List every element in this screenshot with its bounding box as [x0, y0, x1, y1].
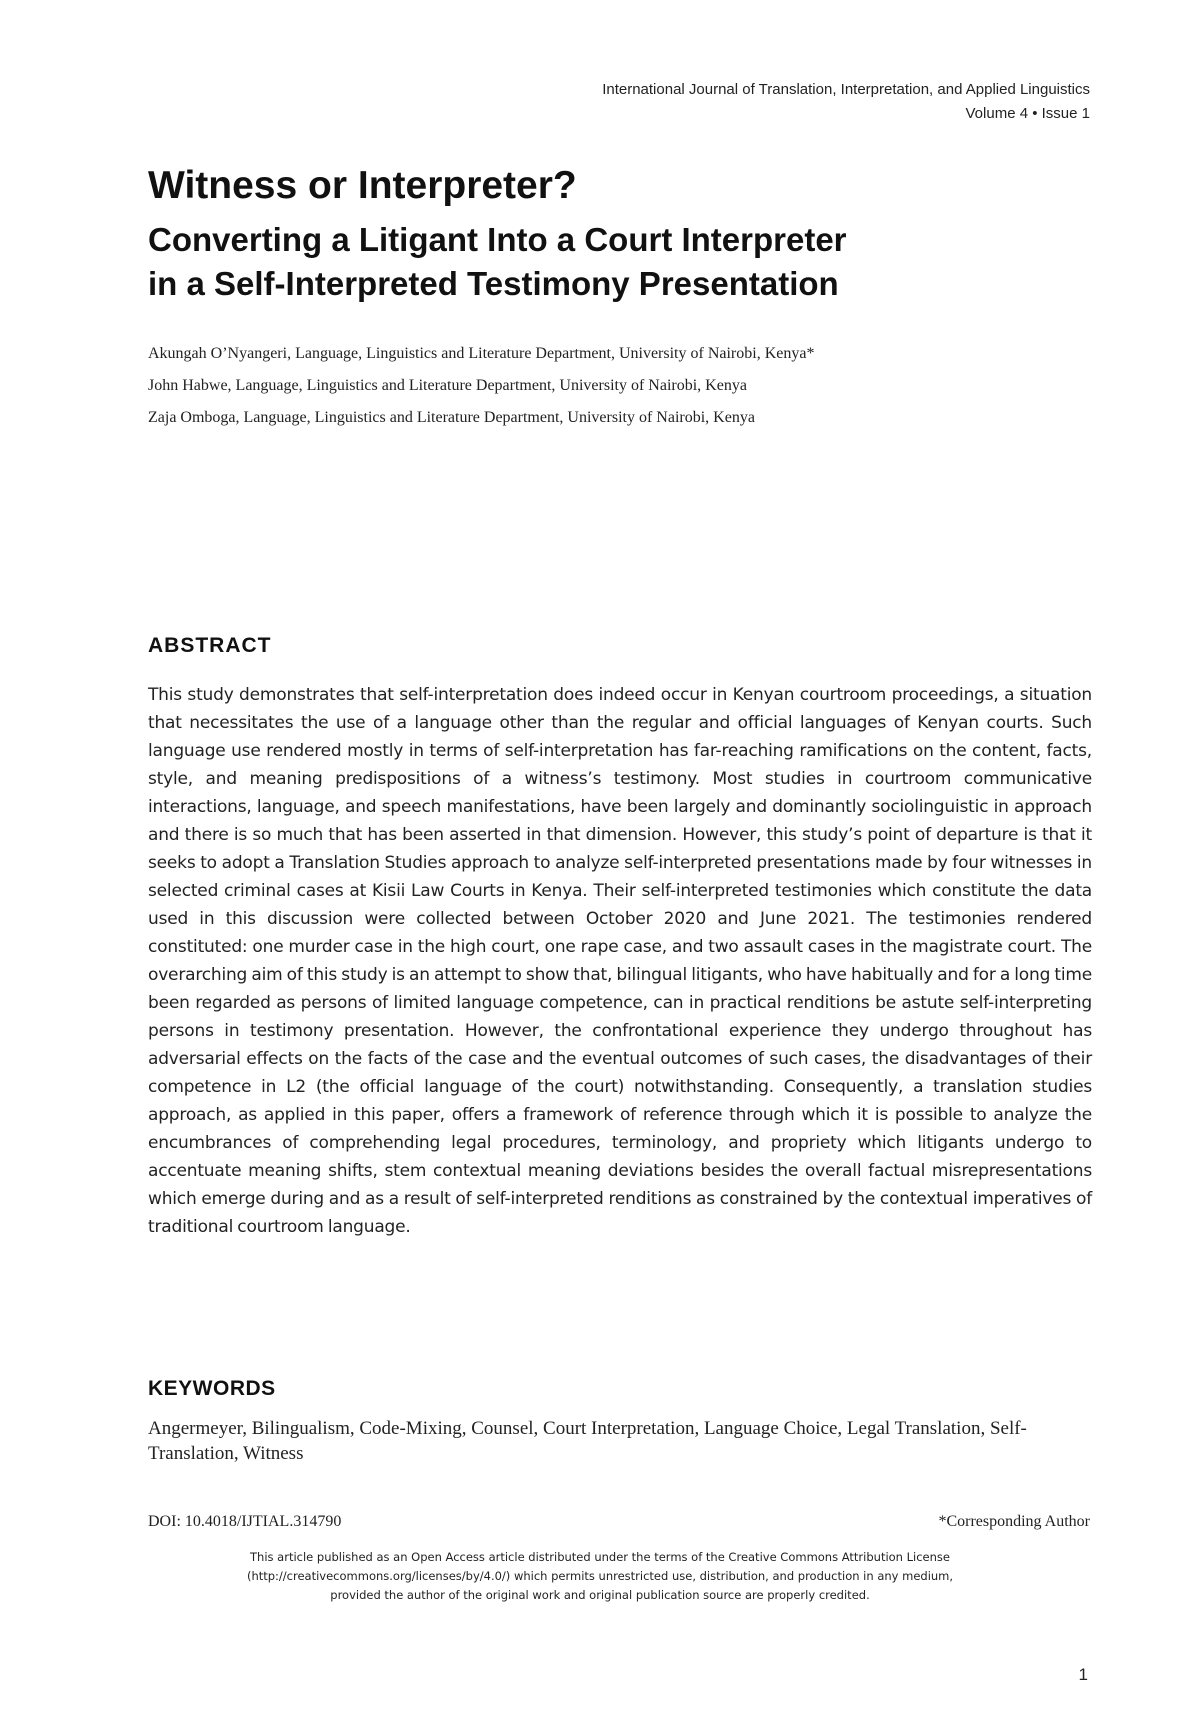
author-affiliation: Zaja Omboga, Language, Linguistics and Literature Department, University of Nairobi, Kenya — [148, 409, 755, 426]
abstract-heading: ABSTRACT — [148, 634, 272, 657]
author-list — [148, 338, 814, 434]
corresponding-author-note: *Corresponding Author — [938, 1513, 1090, 1530]
author-affiliation: Akungah O’Nyangeri, Language, Linguistics and Literature Department, University of Nairobi, Kenya* — [148, 345, 815, 362]
title-block — [148, 162, 1108, 306]
article-subtitle-line: Converting a Litigant Into a Court Interpreter — [148, 221, 847, 258]
doi-text: DOI: 10.4018/IJTIAL.314790 — [148, 1513, 342, 1530]
article-subtitle-line: in a Self-Interpreted Testimony Presentation — [148, 265, 839, 302]
license-line: This article published as an Open Access article distributed under the terms of the Creative Commons Attribution License — [250, 1550, 950, 1564]
license-line: provided the author of the original work and original publication source are properly credited. — [330, 1588, 870, 1602]
journal-header — [602, 78, 1090, 126]
article-title: Witness or Interpreter? — [148, 164, 577, 207]
author-affiliation: John Habwe, Language, Linguistics and Literature Department, University of Nairobi, Kenya — [148, 377, 747, 394]
page-number: 1 — [1078, 1665, 1088, 1684]
journal-issue: Volume 4 • Issue 1 — [965, 105, 1090, 122]
license-notice — [150, 1548, 1050, 1605]
keywords-heading: KEYWORDS — [148, 1377, 276, 1400]
abstract-text: This study demonstrates that self-interpretation does indeed occur in Kenyan courtroom proceedings, a situation that necessitates the use of a language other than the regular and official languages of Kenyan courts. Such language use rendered mostly in terms of self-interpretation has far-reaching ramifications on the content, facts, style, and meaning predispositions of a witness’s testimony. Most studies in courtroom communicative interactions, language, and speech manifestations, have been largely and dominantly sociolinguistic in approach and there is so much that has been asserted in that dimension. However, this study’s point of departure is that it seeks to adopt a Translation Studies approach to analyze self-interpreted presentations made by four witnesses in selected criminal cases at Kisii Law Courts in Kenya. Their self-interpreted testimonies which constitute the data used in this discussion were collected between October 2020 and June 2021. The testimonies rendered constituted: one murder case in the high court, one rape case, and two assault cases in the magistrate court. The overarching aim of this study is an attempt to show that, bilingual litigants, who have habitually and for a long time been regarded as persons of limited language competence, can in practical renditions be astute self-interpreting persons in testimony presentation. However, the confrontational experience they undergo throughout has adversarial effects on the facts of the case and the eventual outcomes of such cases, the disadvantages of their competence in L2 (the official language of the court) notwithstanding. Consequently, a translation studies approach, as applied in this paper, offers a framework of reference through which it is possible to analyze the encumbrances of comprehending legal procedures, terminology, and propriety which litigants undergo to accentuate meaning shifts, stem contextual meaning deviations besides the overall factual misrepresentations which emerge during and as a result of self-interpreted renditions as constrained by the contextual imperatives of traditional courtroom language. — [148, 685, 1092, 1237]
keywords-text: Angermeyer, Bilingualism, Code-Mixing, Counsel, Court Interpretation, Language Choice, Legal Translation, Self-Translation, Witness — [148, 1418, 1027, 1464]
license-line: (http://creativecommons.org/licenses/by/4.0/) which permits unrestricted use, distribution, and production in any medium, — [246, 1569, 954, 1583]
journal-name: International Journal of Translation, Interpretation, and Applied Linguistics — [602, 81, 1090, 98]
